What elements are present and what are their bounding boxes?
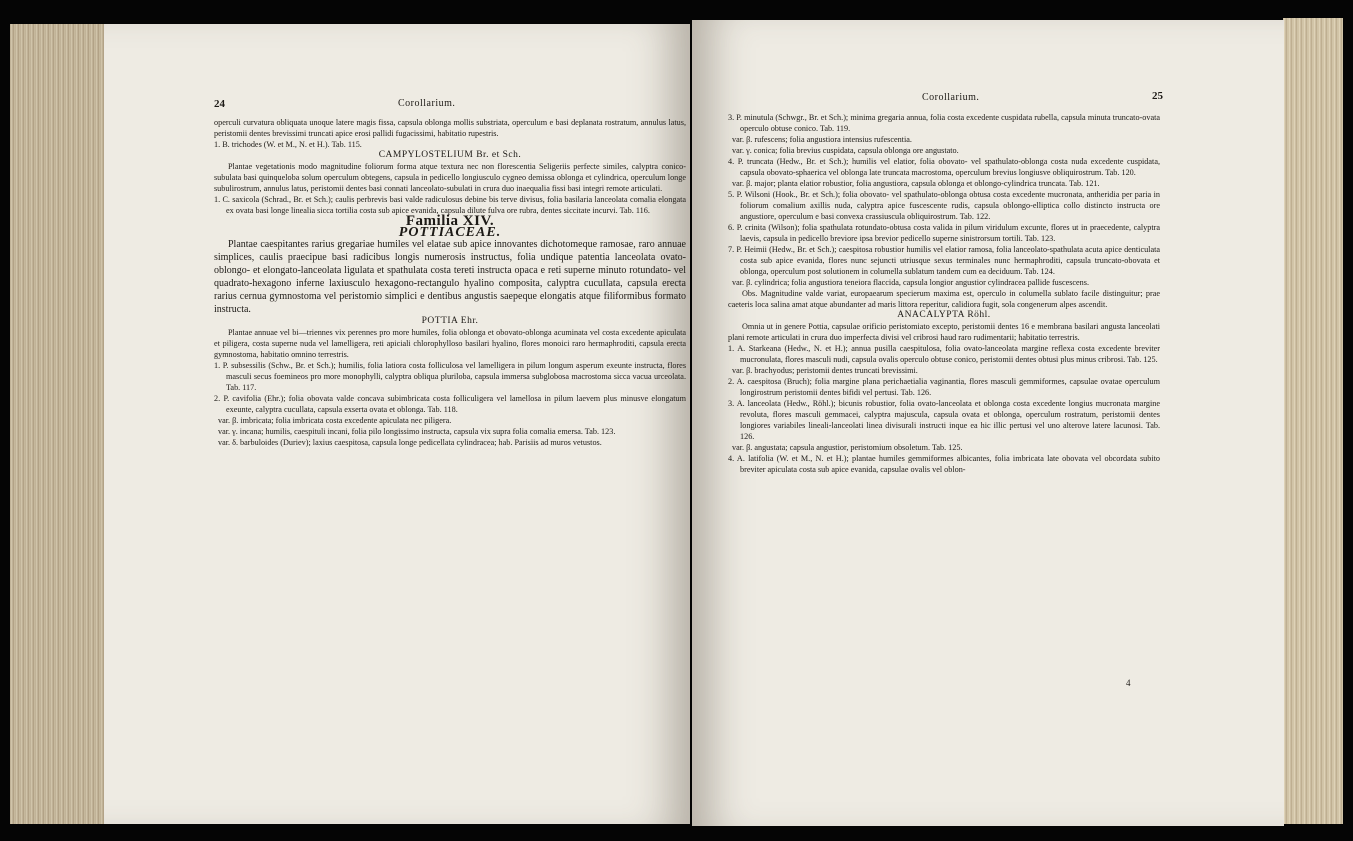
left-page-number: 24 [214, 98, 225, 110]
right-page-text [728, 112, 1160, 475]
variety-entry: var. β. angustata; capsula angustior, peristomium obsoletum. Tab. 125. [732, 443, 963, 452]
family-name: POTTIACEAE. [398, 225, 502, 240]
species-entry: 1. C. saxicola (Schrad., Br. et Sch.); caulis perbrevis basi valde radiculosus debine bis terve divisus, folia basilaria lanceolata comalia elongata ex ovata basi longe linealia sicca tortilia costa sub apice evanida, capsula dilute fulva ore rubra, dentes siccitate incurvi. Tab. 116. [214, 195, 686, 215]
sheet-signature-mark: 4 [1126, 678, 1131, 688]
species-entry: 4. A. latifolia (W. et M., N. et H.); plantae humiles gemmiformes albicantes, folia imbricata late obovata vel obcordata subito breviter apiculata costa sub apice evanida, capsulae ovalis vel oblon- [728, 454, 1160, 474]
variety-entry: var. δ. barbuloides (Duriev); laxius caespitosa, capsula longe pedicellata cylindracea; hab. Parisiis ad muros vetustos. [218, 438, 602, 447]
species-entry: 2. A. caespitosa (Bruch); folia margine plana perichaetialia vaginantia, flores masculi gemmiformes, capsulae ovatae operculum longirostrum peristomii dentes bifidi vel pertusi. Tab. 126. [728, 377, 1160, 397]
right-page [692, 20, 1284, 826]
genus-heading: CAMPYLOSTELIUM Br. et Sch. [378, 150, 522, 160]
left-page-text [214, 117, 686, 448]
continued-paragraph: operculi curvatura obliquata unoque latere magis fissa, capsula oblonga mollis substriata, operculum e basi deplanata rostratum, annulus latus, peristomii dentes brevissimi truncati apice erosi pallidi fugacissimi, habitatio rupestris. [214, 118, 686, 138]
right-page-number: 25 [1152, 90, 1163, 102]
variety-entry: var. γ. conica; folia brevius cuspidata, capsula oblonga ore angustato. [732, 146, 959, 155]
body-paragraph: Plantae vegetationis modo magnitudine foliorum forma atque textura nec non florescentia Seligeriis perfecte similes, calyptra conico-subulata basi quinqueloba solum operculum obtegens, capsula in pedicello longiusculo cygneo demissa oblonga et cylindrica, operculum longe subulirostrum, annulus latus, peristomii dentes basi connati lanceolato-subulati in crura duo inaequalia fissi basi integri remote articulati. [214, 162, 686, 193]
variety-entry: var. β. brachyodus; peristomii dentes truncati brevissimi. [732, 366, 918, 375]
left-running-head: Corollarium. [398, 98, 456, 109]
body-paragraph: Obs. Magnitudine valde variat, europaearum specierum maxima est, operculo in columella sublato facile distinguitur; prae caeteris loca salina amat atque abundanter ad maris littora reperitur, calidiora fugit, sola congenerum alpes ascendit. [728, 289, 1160, 309]
family-description: Plantae caespitantes rarius gregariae humiles vel elatae sub apice innovantes dichotomeque ramosae, raro annuae simplices, caulis praecipue basi radicibus longis numerosis instructus, folia undique patentia lanceolata ovato-oblongo- et elongato-lanceolata ligulata et spathulata costa tereti instructa opaca e reti superne minuto rotundato- vel quadrato-hexagono inferne laxiusculo hexagono-rectangulo hyalino composita, calyptra cucullata, capsula erecta rarius cernua gymnostoma vel peristomio simplici e dentibus angustis saepeque elongatis atque filiformibus formato instructa. [214, 239, 686, 315]
family-heading: Familia XIV. [405, 213, 495, 229]
page-edges-right [1283, 18, 1343, 824]
species-entry: 1. A. Starkeana (Hedw., N. et H.); annua pusilla caespitulosa, folia ovato-lanceolata margine reflexa costa excedente breviter mucronulata, flores masculi nudi, capsula ovalis operculo obtuse conico, peristomii dentes obtusi plus minus cribrosi. Tab. 125. [728, 344, 1160, 364]
variety-entry: var. γ. incana; humilis, caespituli incani, folia pilo longissimo instructa, capsula vix supra folia comalia emersa. Tab. 123. [218, 427, 616, 436]
species-entry: 3. A. lanceolata (Hedw., Röhl.); bicunis robustior, folia ovato-lanceolata et oblonga costa excedente longius mucronata margine revoluta, flores masculi gemmacei, calyptra majuscula, capsula ovata et oblonga, operculum rostratum, peristomii dentes longiores variabiles lineali-lanceolati linea divisurali instructi inque ea hic illic pertusi vel uno alterove latere lacunosi. Tab. 126. [728, 399, 1160, 441]
variety-entry: var. β. major; planta elatior robustior, folia angustiora, capsula oblonga et oblongo-cylindrica truncata. Tab. 121. [732, 179, 1100, 188]
variety-entry: var. β. rufescens; folia angustiora intensius rufescentia. [732, 135, 912, 144]
body-paragraph: Plantae annuae vel bi—triennes vix perennes pro more humiles, folia oblonga et obovato-oblonga acuminata vel costa excedente apiculata et piligera, costa superne nuda vel lamelligera, reti apiciali chlorophylloso basilari hyalino, flores monoici raro hermaphroditi, capsula erecta gymnostoma, habitatio omnino terrestris. [214, 328, 686, 359]
species-entry: 2. P. cavifolia (Ehr.); folia obovata valde concava subimbricata costa folliculigera vel lamellosa in pilum laevem plus minusve elongatum exeunte, calyptra cucullata, capsula exserta ovata et oblonga. Tab. 118. [214, 394, 686, 414]
variety-entry: var. β. imbricata; folia imbricata costa excedente apiculata nec piligera. [218, 416, 452, 425]
species-entry: 1. B. trichodes (W. et M., N. et H.). Tab. 115. [214, 140, 362, 149]
species-entry: 7. P. Heimii (Hedw., Br. et Sch.); caespitosa robustior humilis vel elatior ramosa, folia lanceolato-spathulata acuta apice denticulata costa sub apice evanida, flores nunc sejuncti utriusque sexus terminales nunc hermaphroditi, capsula truncato-obovata et oblonga, operculum post solutionem in columella sublatum tandem cum ea deciduum. Tab. 124. [728, 245, 1160, 276]
page-edges-left [10, 24, 106, 824]
variety-entry: var. β. cylindrica; folia angustiora teneiora flaccida, capsula longior angustior cylindracea pallide fuscescens. [732, 278, 1089, 287]
species-entry: 1. P. subsessilis (Schw., Br. et Sch.); humilis, folia latiora costa folliculosa vel lamelligera in pilum longum asperum exeunte instructa, flores masculi secus foemineos pro more monophylli, calyptra obliqua pluriloba, capsula immersa subglobosa macrostoma sicca vacua urceolata. Tab. 117. [214, 361, 686, 392]
genus-heading: POTTIA Ehr. [421, 316, 479, 326]
right-running-head: Corollarium. [922, 92, 980, 103]
species-entry: 6. P. crinita (Wilson); folia spathulata rotundato-obtusa costa valida in pilum viridulum excunte, flores ut in praecedente, calyptra laevis, capsula in pedicello breviore ipsa brevior pedicello superne sinistrorsum tortili. Tab. 123. [728, 223, 1160, 243]
left-page [104, 24, 690, 824]
body-paragraph: Omnia ut in genere Pottia, capsulae orificio peristomiato excepto, peristomii dentes 16 e membrana basilari angusta lanceolati plani remote articulati in crura duo imperfecta divisi vel cribrosi haud raro rudimentarii; habitatio terrestris. [728, 322, 1160, 342]
species-entry: 4. P. truncata (Hedw., Br. et Sch.); humilis vel elatior, folia obovato- vel spathulato-oblonga costa nuda excedente cuspidata, capsula obovato-sphaerica vel oblonga late truncata macrostoma, operculum brevius longiusve obliquirostrum. Tab. 120. [728, 157, 1160, 177]
species-entry: 5. P. Wilsoni (Hook., Br. et Sch.); folia obovato- vel spathulato-oblonga obtusa costa excedente mucronata, antheridia per paria in foliorum comalium axillis nuda, calyptra apice fuscescente rudis, capsula oblongo-elliptica collo distincto instructa ore angustiore, operculum e basi convexa crassiuscula obliquirostrum. Tab. 122. [728, 190, 1160, 221]
species-entry: 3. P. minutula (Schwgr., Br. et Sch.); minima gregaria annua, folia costa excedente cuspidata rubella, capsula minuta truncato-ovata operculo obtuse conico. Tab. 119. [728, 113, 1160, 133]
genus-heading: ANACALYPTA Röhl. [897, 310, 991, 320]
